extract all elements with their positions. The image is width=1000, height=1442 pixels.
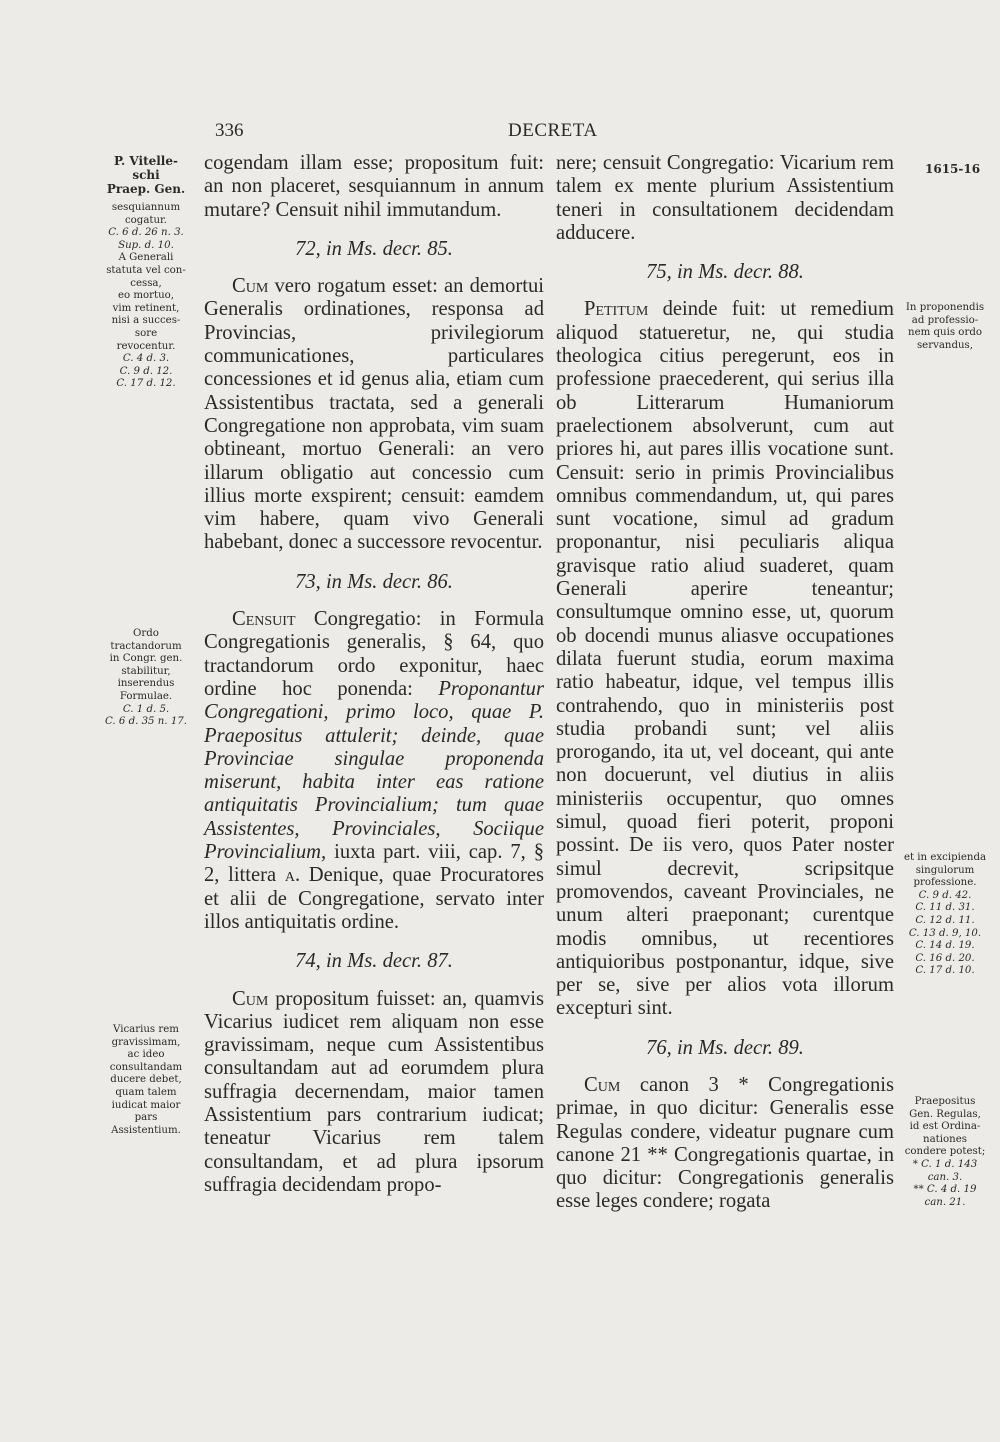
decree-72-initial: Cum — [232, 275, 269, 298]
margin-ref: C. 4 d. 3. — [122, 353, 170, 365]
margin-ref: C. 13 d. 9, 10. — [908, 927, 982, 939]
decree-72-body: vero rogatum esset: an demortui Generalis ordinationes, responsa ad Provincias, privilegiorum communicationes, particulares concessiones et id genus alia, etiam cum Assistentibus tractata, sed a generali Congregatione non approbata, vim suam obtineant, mortuo Generali: an vero illarum obligatio aut concessio cum illius morte exspirent; censuit: eamdem vim habere, quam vivo Generali habebant, donec a successore revocentur. — [204, 275, 544, 554]
decree-74-initial: Cum — [232, 987, 269, 1010]
margin-note-line: statuta vel con- — [106, 264, 186, 276]
decree-75-initial: Petitum — [584, 298, 649, 321]
decree-73-body-c: . Denique, quae Procuratores et alii de Congregatione, servato inter illos antiquitatis ordine. — [204, 864, 544, 933]
margin-note-line: nationes — [923, 1133, 967, 1145]
decree-73-italic: Proponantur Congregationi, primo loco, quae P. Praepositus attulerit; deinde, quae Provinciae singulae proponenda miserunt, habita inter eas ratione antiquitatis Provincialium; tum quae Assistentes, Provinciales, Sociique Provincialium, — [204, 677, 544, 864]
margin-note-vicarius — [98, 1024, 194, 1137]
decree-76-initial: Cum — [584, 1073, 621, 1096]
margin-note-line: revocentur. — [116, 340, 176, 352]
margin-ref: C. 16 d. 20. — [915, 952, 975, 964]
decree-74-text — [204, 988, 544, 1198]
margin-note-line: Gen. Regulas, — [909, 1108, 981, 1120]
main-column-left — [204, 152, 544, 1197]
year-range: 1615-16 — [925, 162, 981, 176]
margin-note-line: pars — [134, 1112, 158, 1124]
decree-73-initial: Censuit — [232, 608, 296, 631]
margin-note-line: eo mortuo, — [117, 290, 175, 302]
margin-author-line-3: Praep. Gen. — [106, 182, 186, 196]
margin-note-line: id est Ordina- — [909, 1121, 981, 1133]
margin-ref: can. 21. — [924, 1196, 966, 1208]
decree-74-body: propositum fuisset: an, quamvis Vicarius iudicet rem aliquam non esse gravissimam, neque cum Assistentibus consultandam aut ad eorumdem plura suffragia decernendam, maior tamen Assistentium pars contrarium iudicat; teneatur Vicarius rem talem consultandam, et ad plura ipsorum suffragia decidendam propo- — [204, 987, 544, 1196]
decree-75-body: deinde fuit: ut remedium aliquod statueretur, ne, qui studia theologica citius peregerunt, eos in professione praecederent, qui serius illa ob Litterarum Humaniorum praelectionem absolverunt, cum aut priores hi, aut pares illis vocatione sunt. Censuit: serio in primis Provincialibus omnibus commendandum, ut, qui pares sunt vocatione, simul ad gradum proponantur, nisi peculiaris aliqua gravisque ratio aliud suaderet, quam Generali aperire teneantur; consultumque omnino esse, ut, quorum ob docendi munus aliasve occupationes dilata fuerunt studia, eorum maxima ratio habeatur, idque, vel tempus illis contrahendo, quo in ministeriis post studia probandi sunt; vel aliis prorogando, ita ut, vel doceant, qui ante non docuerunt, vel diutius in aliis ministeriis occupentur, quo omnes simul, quoad fieri poterit, proponi possint. De iis vero, quos Pater noster simul decrevit, scripsitque promovendos, caveant Provinciales, ne unum alteri praeponant; curentque modis omnibus, ut recentiores antiquioribus postponantur, idque, sive per se, sive per alios vota illorum excepturi sint. — [556, 298, 894, 1020]
main-column-right — [556, 152, 894, 1214]
margin-note-line: Praepositus — [914, 1096, 976, 1107]
margin-ref: C. 17 d. 10. — [915, 965, 975, 977]
margin-ref: C. 17 d. 12. — [116, 378, 176, 390]
margin-ref: C. 14 d. 19. — [915, 940, 975, 952]
margin-note-line: condere potest; — [904, 1146, 986, 1158]
margin-ref: C. 6 d. 35 n. 17. — [104, 716, 188, 728]
decree-heading-73: 73, in Ms. decr. 86. — [295, 570, 453, 593]
margin-note-line: sore — [134, 327, 158, 339]
margin-note-line: nem quis ordo — [908, 327, 982, 339]
margin-note-line: iudicat maior — [111, 1099, 181, 1111]
margin-author-line-1: P. Vitelle- — [114, 154, 178, 168]
page-header — [0, 120, 1000, 150]
margin-note-line: professione. — [913, 877, 977, 889]
decree-heading-75: 75, in Ms. decr. 88. — [646, 261, 804, 284]
decree-73-littera: a — [284, 864, 295, 887]
margin-note-line: Formulae. — [119, 690, 173, 702]
decree-72-text — [204, 275, 544, 555]
paragraph-continued: cogendam illam esse; propositum fuit: an non placeret, sesquiannum in annum mutare? Censuit nihil immutandum. — [204, 152, 544, 221]
margin-note-line: sesquiannum — [111, 202, 181, 213]
margin-note-excipienda — [897, 852, 993, 978]
margin-note-line: Assistentium. — [111, 1124, 181, 1136]
margin-note-praepositus — [897, 1096, 993, 1209]
margin-note-line: cogatur. — [124, 214, 168, 226]
margin-note-line: ducere debet, — [110, 1074, 182, 1086]
decree-73-body-a: Congregatio: in Formula Congregationis generalis, § 64, quo tractandorum ordo exponitur, haec ordine hoc ponenda: — [204, 608, 544, 700]
margin-note-line: gravissimam, — [111, 1036, 181, 1048]
margin-ref: C. 1 d. 5. — [122, 703, 170, 715]
margin-note-line: vim retinent, — [112, 302, 180, 314]
margin-note-line: singulorum — [915, 864, 975, 876]
margin-note-line: Vicarius rem — [113, 1024, 179, 1035]
decree-73-body-b: iuxta part. viii, cap. 7, § 2, littera — [204, 841, 544, 887]
margin-author-line-2: schi — [132, 168, 160, 182]
margin-note-line: nisi a succes- — [111, 315, 181, 327]
margin-note-line: A Generali — [118, 252, 174, 264]
margin-ref: C. 9 d. 12. — [119, 365, 173, 377]
margin-note-line: stabilitur, — [121, 665, 171, 677]
margin-note-line: tractandorum — [110, 640, 182, 652]
margin-note-line: In proponendis — [905, 302, 985, 313]
page-number: 336 — [215, 120, 244, 141]
paragraph-continued-right: nere; censuit Congregatio: Vicarium rem talem ex mente plurium Assistentium teneri in consultationem decidendam adducere. — [556, 152, 894, 244]
margin-note-line: cessa, — [130, 277, 162, 289]
margin-note-ordo — [98, 628, 194, 729]
margin-note-line: consultandam — [109, 1061, 183, 1073]
margin-note-line: ac ideo — [127, 1049, 165, 1061]
margin-note-generali — [98, 252, 194, 391]
decree-76-text — [556, 1074, 894, 1214]
margin-ref: C. 9 d. 42. — [918, 889, 972, 901]
margin-note-line: Ordo — [133, 628, 159, 639]
margin-note-author — [98, 154, 194, 391]
decree-75-text — [556, 298, 894, 1020]
margin-note-line: in Congr. gen. — [109, 653, 183, 665]
margin-note-line: ad professio- — [911, 314, 979, 326]
decree-73-text — [204, 608, 544, 934]
margin-note-line: et in excipienda — [903, 852, 987, 863]
margin-ref: C. 12 d. 11. — [915, 914, 975, 926]
decree-76-body: canon 3 * Congregationis primae, in quo dicitur: Generalis esse Regulas condere, videatur pugnare cum canone 21 ** Congregationis quartae, in quo dicitur: Congregationis generalis esse leges condere; rogata — [556, 1073, 894, 1213]
margin-note-proponendis — [897, 302, 993, 352]
margin-ref: ** C. 4 d. 19 — [913, 1184, 977, 1196]
decree-heading-74: 74, in Ms. decr. 87. — [295, 950, 453, 973]
decree-heading-72: 72, in Ms. decr. 85. — [295, 237, 453, 260]
margin-note-sesquiannum — [98, 202, 194, 252]
running-head: DECRETA — [508, 120, 598, 141]
margin-ref: C. 6 d. 26 n. 3. — [108, 227, 184, 239]
margin-note-line: inserendus — [117, 678, 175, 690]
margin-ref: Sup. d. 10. — [118, 239, 174, 251]
margin-note-line: quam talem — [115, 1086, 177, 1098]
margin-ref: can. 3. — [927, 1171, 963, 1183]
margin-ref: C. 11 d. 31. — [915, 902, 975, 914]
decree-heading-76: 76, in Ms. decr. 89. — [646, 1036, 804, 1059]
margin-ref: * C. 1 d. 143 — [912, 1158, 978, 1170]
margin-note-line: servandus, — [916, 339, 974, 351]
